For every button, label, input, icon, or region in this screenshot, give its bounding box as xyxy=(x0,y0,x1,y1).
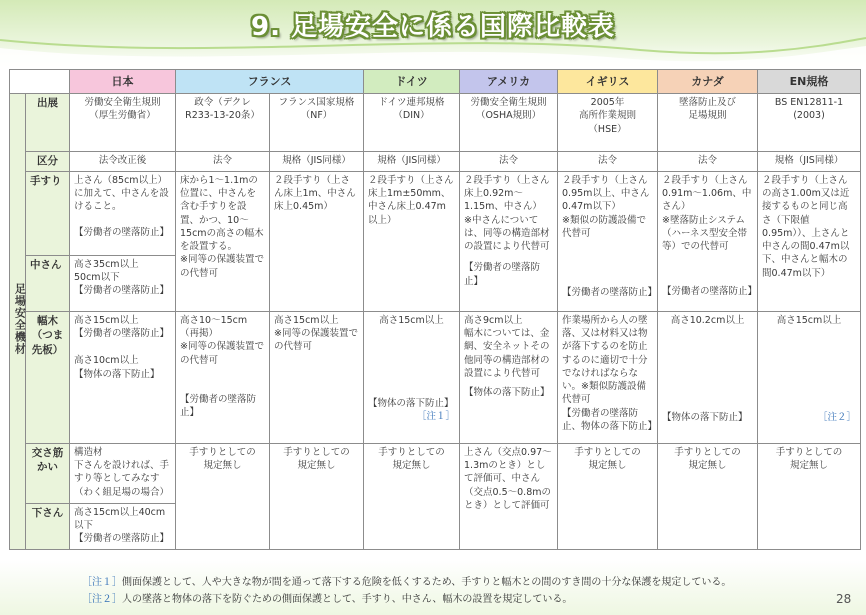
row-label-crossbrace: 交さ筋 かい xyxy=(26,443,70,503)
footnote-1 xyxy=(82,574,822,591)
toeboard-germany-text: 高さ15cm以上 xyxy=(379,314,444,326)
handrail-canada-text: ２段手すり（上さん0.91m～1.06m、中さん） ※墜落防止システム（ハーネス型安全帯等）での代替可 xyxy=(662,174,752,253)
toeboard-germany-note: ［注１］ xyxy=(417,411,456,423)
footnote-2 xyxy=(82,591,822,608)
cell-midrail-japan xyxy=(70,255,176,311)
toeboard-en-text: 高さ15cm以上 xyxy=(776,314,842,326)
toeboard-france-decree-tag: 【労働者の墜落防止】 xyxy=(180,393,257,419)
row-source xyxy=(10,94,861,152)
cell-crossbrace-germany: 手すりとしての 規定無し xyxy=(364,443,460,549)
cell-source-canada: 墜落防止及び 足場規則 xyxy=(658,94,758,152)
midrail-japan-text: 高さ35cm以上 50cm以下 xyxy=(74,258,139,283)
cell-class-canada: 法令 xyxy=(658,152,758,172)
cell-toeboard-usa xyxy=(460,311,558,443)
toeboard-japan-tag-1: 【労働者の墜落防止】 xyxy=(74,327,170,339)
row-label-toeboard: 幅木 （つま 先板） xyxy=(26,311,70,443)
category-label: 足場安全機材 xyxy=(13,283,27,356)
toeboard-france-decree-text: 高さ10～15cm （再掲） ※同等の保護装置での代替可 xyxy=(180,314,264,366)
row-toeboard xyxy=(10,311,861,443)
cell-toeboard-en xyxy=(758,311,861,443)
cell-source-uk: 2005年 高所作業規則 （HSE） xyxy=(558,94,658,152)
handrail-japan-tag: 【労働者の墜落防止】 xyxy=(74,226,170,238)
midrail-japan-tag: 【労働者の墜落防止】 xyxy=(74,285,170,297)
handrail-canada-tag: 【労働者の墜落防止】 xyxy=(662,286,758,298)
row-label-handrail: 手すり xyxy=(26,171,70,255)
header-en: EN規格 xyxy=(758,70,861,94)
toeboard-usa-tag: 【物体の落下防止】 xyxy=(464,387,550,399)
cell-source-france-nf: フランス国家規格 （NF） xyxy=(270,94,364,152)
row-class xyxy=(10,152,861,172)
page-title: 9. 足場安全に係る国際比較表 xyxy=(250,12,616,42)
cell-lowerrail-japan xyxy=(70,503,176,549)
cell-class-usa: 法令 xyxy=(460,152,558,172)
comparison-table xyxy=(9,69,861,550)
header-usa: アメリカ xyxy=(460,70,558,94)
cell-source-usa: 労働安全衛生規則 （OSHA規則） xyxy=(460,94,558,152)
cell-toeboard-france-decree xyxy=(176,311,270,443)
header-germany: ドイツ xyxy=(364,70,460,94)
header-japan: 日本 xyxy=(70,70,176,94)
header-uk: イギリス xyxy=(558,70,658,94)
cell-handrail-uk xyxy=(558,171,658,311)
cell-class-france-nf: 規格（JIS同様） xyxy=(270,152,364,172)
cell-handrail-france-nf: ２段手すり（上さん床上1m、中さん床上0.45m） xyxy=(270,171,364,311)
cell-toeboard-canada xyxy=(658,311,758,443)
handrail-usa-tag: 【労働者の墜落防止】 xyxy=(464,262,541,287)
header-corner xyxy=(10,70,70,94)
cell-toeboard-france-nf: 高さ15cm以上 ※同等の保護装置での代替可 xyxy=(270,311,364,443)
row-label-midrail: 中さん xyxy=(26,255,70,311)
toeboard-japan-tag-2: 【物体の落下防止】 xyxy=(74,368,160,380)
row-crossbrace xyxy=(10,443,861,503)
cell-handrail-japan xyxy=(70,171,176,255)
row-label-lowerrail: 下さん xyxy=(26,503,70,549)
row-label-class: 区分 xyxy=(26,152,70,172)
footnotes xyxy=(82,574,822,608)
cell-source-france-decree: 政令（デクレ R233-13-20条） xyxy=(176,94,270,152)
handrail-uk-tag: 【労働者の墜落防止】 xyxy=(562,287,658,299)
category-label-cell xyxy=(10,94,26,550)
footnote-2-tag: ［注２］ xyxy=(82,594,122,605)
cell-handrail-usa xyxy=(460,171,558,311)
footnote-2-text: 人の墜落と物体の落下を防ぐための側面保護として、手すり、中さん、幅木の設置を規定している。 xyxy=(122,594,573,605)
header-row xyxy=(10,70,861,94)
cell-handrail-canada xyxy=(658,171,758,311)
toeboard-japan-text-2: 高さ10cm以上 xyxy=(74,355,139,367)
toeboard-uk-tag: 【労働者の墜落防止、物体の落下防止】 xyxy=(562,407,658,433)
toeboard-japan-text-1: 高さ15cm以上 xyxy=(74,314,139,326)
cell-source-japan: 労働安全衛生規則 （厚生労働省） xyxy=(70,94,176,152)
row-handrail xyxy=(10,171,861,255)
cell-crossbrace-france-nf: 手すりとしての 規定無し xyxy=(270,443,364,549)
cell-crossbrace-canada: 手すりとしての 規定無し xyxy=(658,443,758,549)
toeboard-canada-text: 高さ10.2cm以上 xyxy=(670,314,745,326)
footnote-1-tag: ［注１］ xyxy=(82,577,122,588)
cell-handrail-germany: ２段手すり（上さん床上1m±50mm、中さん床上0.47m以上） xyxy=(364,171,460,311)
page-number: 28 xyxy=(836,592,852,606)
footnote-1-text: 側面保護として、人や大きな物が間を通って落下する危険を低くするため、手すりと幅木との間のすき間の十分な保護を規定している。 xyxy=(122,577,732,588)
cell-source-en: BS EN12811-1 (2003) xyxy=(758,94,861,152)
toeboard-germany-tag: 【物体の落下防止】 xyxy=(368,397,454,409)
row-label-source: 出展 xyxy=(26,94,70,152)
cell-handrail-france-decree: 床から1～1.1mの位置に、中さんを含む手すりを設置、かつ、10～15cmの高さの幅木を設置する。 ※同等の保護装置での代替可 xyxy=(176,171,270,311)
lowerrail-japan-tag: 【労働者の墜落防止】 xyxy=(74,533,170,545)
toeboard-usa-text: 高さ9cm以上 幅木については、金網、安全ネットその他同等の構造部材の設置により代替可 xyxy=(464,314,550,379)
cell-crossbrace-uk: 手すりとしての 規定無し xyxy=(558,443,658,549)
cell-crossbrace-france-decree: 手すりとしての 規定無し xyxy=(176,443,270,549)
handrail-usa-text: ２段手すり（上さん床上0.92m～1.15m、中さん） ※中さんについては、同等の構造部材の設置により代替可 xyxy=(464,174,550,253)
cell-class-france-decree: 法令 xyxy=(176,152,270,172)
cell-toeboard-japan xyxy=(70,311,176,443)
header-canada: カナダ xyxy=(658,70,758,94)
cell-class-en: 規格（JIS同様） xyxy=(758,152,861,172)
cell-crossbrace-en: 手すりとしての 規定無し xyxy=(758,443,861,549)
header-france: フランス xyxy=(176,70,364,94)
handrail-japan-text: 上さん（85cm以上）に加えて、中さんを設けること。 xyxy=(74,174,169,213)
toeboard-uk-text: 作業場所から人の墜落、又は材料又は物が落下するのを防止するのに適切で十分でなければならない。※類似防護設備代替可 xyxy=(562,314,648,406)
handrail-uk-text: ２段手すり（上さん0.95m以上、中さん0.47m以下） ※類似の防護設備で代替可 xyxy=(562,174,650,239)
cell-toeboard-uk xyxy=(558,311,658,443)
toeboard-canada-tag: 【物体の落下防止】 xyxy=(662,411,748,423)
cell-class-germany: 規格（JIS同様） xyxy=(364,152,460,172)
cell-toeboard-germany xyxy=(364,311,460,443)
cell-class-uk: 法令 xyxy=(558,152,658,172)
cell-crossbrace-usa: 上さん（交点0.97～1.3mのとき）として評価可、中さん（交点0.5～0.8mのとき）として評価可 xyxy=(460,443,558,549)
cell-class-japan: 法令改正後 xyxy=(70,152,176,172)
cell-handrail-en: ２段手すり（上さんの高さ1.00m又は近接するものと同じ高さ（下限値0.95m））、上さんと中さんの間0.47m以下、中さんと幅木の間0.47m以下） xyxy=(758,171,861,311)
cell-crossbrace-japan: 構造材 下さんを設ければ、手すり等としてみなす（わく組足場の場合） xyxy=(70,443,176,503)
lowerrail-japan-text: 高さ15cm以上40cm以下 xyxy=(74,506,166,531)
toeboard-en-note: ［注２］ xyxy=(818,411,857,423)
cell-source-germany: ドイツ連邦規格 （DIN） xyxy=(364,94,460,152)
